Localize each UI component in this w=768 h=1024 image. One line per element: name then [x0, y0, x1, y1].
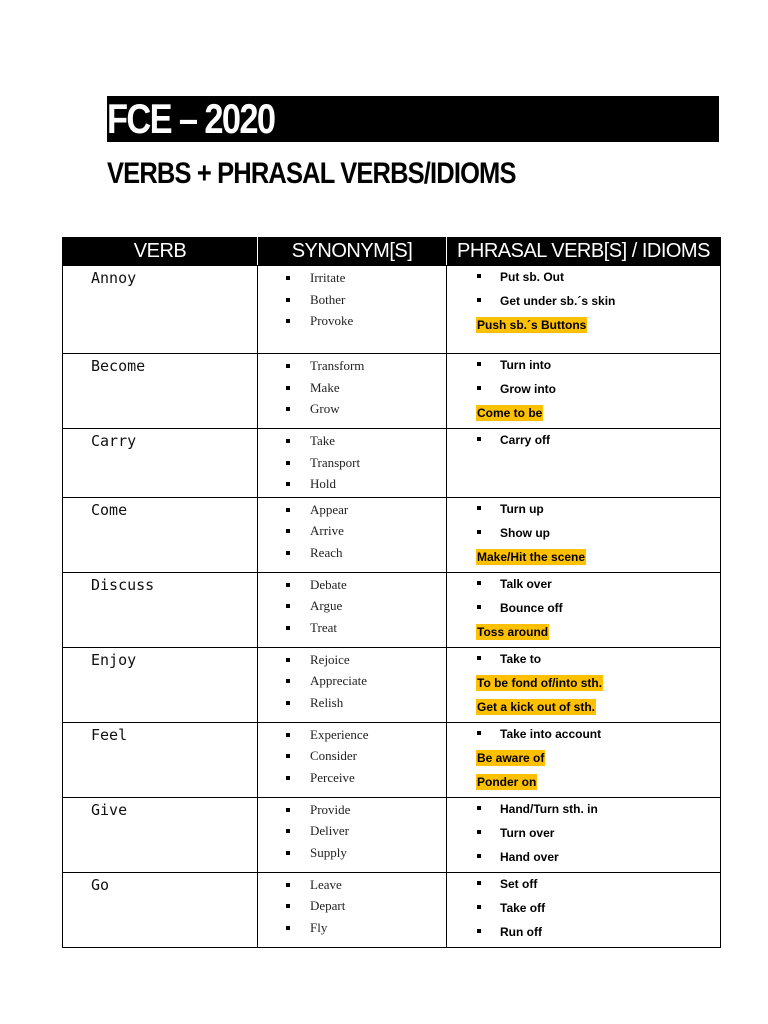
idiom-highlighted-text: Ponder on [477, 774, 537, 789]
verb-cell: Carry [63, 429, 258, 498]
synonyms-cell [258, 354, 447, 429]
synonym-list [258, 723, 446, 791]
phrasal-verb-item: Take off [447, 899, 720, 923]
phrasal-verbs-cell [447, 872, 721, 947]
idiom-highlighted-text: Be aware of [477, 750, 545, 765]
phrasal-list [447, 573, 720, 647]
phrasal-list [447, 648, 720, 722]
phrasal-verbs-cell [447, 647, 721, 722]
synonym-item: Transport [258, 454, 446, 476]
synonym-list [258, 429, 446, 497]
header-synonyms: SYNONYM[S] [258, 238, 447, 266]
table-row [63, 647, 721, 722]
synonym-item: Provoke [258, 312, 446, 334]
synonym-item: Grow [258, 400, 446, 422]
phrasal-verb-item: Set off [447, 875, 720, 899]
page-subtitle: VERBS + PHRASAL VERBS/IDIOMS [107, 157, 516, 190]
phrasal-list [447, 498, 720, 572]
synonym-item: Appear [258, 501, 446, 523]
page-title-text: FCE – 2020 [107, 95, 275, 142]
synonym-list [258, 573, 446, 641]
synonym-item: Debate [258, 576, 446, 598]
synonym-item: Take [258, 432, 446, 454]
phrasal-verbs-cell [447, 572, 721, 647]
phrasal-list [447, 429, 720, 455]
idiom-highlighted-item [447, 698, 720, 722]
synonym-item: Reach [258, 544, 446, 566]
synonyms-cell [258, 797, 447, 872]
verb-cell: Become [63, 354, 258, 429]
verb-cell: Come [63, 497, 258, 572]
phrasal-verb-item: Take to [447, 650, 720, 674]
phrasal-verb-item: Turn up [447, 500, 720, 524]
synonym-item: Fly [258, 919, 446, 941]
phrasal-list [447, 798, 720, 872]
phrasal-verb-item: Run off [447, 923, 720, 947]
phrasal-verb-item: Bounce off [447, 599, 720, 623]
table-row [63, 797, 721, 872]
table-row [63, 497, 721, 572]
vocabulary-table [62, 237, 721, 948]
synonym-item: Experience [258, 726, 446, 748]
synonym-list [258, 354, 446, 422]
verb-cell: Discuss [63, 572, 258, 647]
synonym-item: Deliver [258, 822, 446, 844]
synonym-item: Bother [258, 291, 446, 313]
phrasal-verb-item: Get under sb.´s skin [447, 292, 720, 316]
synonym-item: Leave [258, 876, 446, 898]
phrasal-verbs-cell [447, 722, 721, 797]
table-row [63, 354, 721, 429]
idiom-highlighted-item [447, 316, 720, 340]
synonym-item: Irritate [258, 269, 446, 291]
table-row [63, 572, 721, 647]
synonym-item: Argue [258, 597, 446, 619]
table-body [63, 266, 721, 948]
synonym-list [258, 873, 446, 941]
phrasal-verb-item: Turn over [447, 824, 720, 848]
phrasal-verb-item: Hand/Turn sth. in [447, 800, 720, 824]
idiom-highlighted-text: Get a kick out of sth. [477, 699, 596, 714]
page-title [107, 96, 719, 142]
phrasal-verb-item: Grow into [447, 380, 720, 404]
idiom-highlighted-text: Come to be [477, 406, 543, 420]
idiom-highlighted-item [447, 548, 720, 572]
synonyms-cell [258, 497, 447, 572]
table-row [63, 266, 721, 354]
table-row [63, 429, 721, 498]
idiom-highlighted-text: Make/Hit the scene [477, 549, 586, 564]
idiom-highlighted-text: Toss around [477, 624, 549, 639]
synonym-list [258, 266, 446, 334]
synonym-item: Hold [258, 475, 446, 497]
verb-cell: Go [63, 872, 258, 947]
verb-cell: Give [63, 797, 258, 872]
phrasal-verb-item: Turn into [447, 356, 720, 380]
phrasal-verb-item: Take into account [447, 725, 720, 749]
synonym-item: Arrive [258, 522, 446, 544]
phrasal-verb-item: Talk over [447, 575, 720, 599]
synonyms-cell [258, 572, 447, 647]
verb-cell: Annoy [63, 266, 258, 354]
phrasal-verbs-cell [447, 354, 721, 429]
verb-cell: Enjoy [63, 647, 258, 722]
synonym-list [258, 498, 446, 566]
synonym-item: Appreciate [258, 672, 446, 694]
synonym-item: Relish [258, 694, 446, 716]
synonym-list [258, 798, 446, 866]
table-header-row [63, 238, 721, 266]
idiom-highlighted-item [447, 749, 720, 773]
phrasal-list [447, 873, 720, 947]
idiom-highlighted-item [447, 404, 720, 428]
phrasal-verb-item: Show up [447, 524, 720, 548]
synonyms-cell [258, 722, 447, 797]
phrasal-verb-item: Put sb. Out [447, 268, 720, 292]
table-row [63, 872, 721, 947]
synonyms-cell [258, 872, 447, 947]
synonym-item: Consider [258, 747, 446, 769]
table-row [63, 722, 721, 797]
phrasal-list [447, 266, 720, 340]
synonym-list [258, 648, 446, 716]
idiom-highlighted-text: Push sb.´s Buttons [477, 318, 587, 332]
synonym-item: Perceive [258, 769, 446, 791]
phrasal-list [447, 354, 720, 428]
header-verb: VERB [63, 238, 258, 266]
phrasal-verbs-cell [447, 429, 721, 498]
verb-cell: Feel [63, 722, 258, 797]
phrasal-verbs-cell [447, 497, 721, 572]
idiom-highlighted-item [447, 674, 720, 698]
phrasal-verbs-cell [447, 797, 721, 872]
idiom-highlighted-text: To be fond of/into sth. [477, 675, 603, 690]
synonyms-cell [258, 429, 447, 498]
idiom-highlighted-item [447, 623, 720, 647]
header-phrasal-verbs: PHRASAL VERB[S] / IDIOMS [447, 238, 721, 266]
synonym-item: Transform [258, 357, 446, 379]
synonyms-cell [258, 266, 447, 354]
synonym-item: Make [258, 379, 446, 401]
synonym-item: Treat [258, 619, 446, 641]
phrasal-list [447, 723, 720, 797]
synonym-item: Provide [258, 801, 446, 823]
phrasal-verbs-cell [447, 266, 721, 354]
synonyms-cell [258, 647, 447, 722]
phrasal-verb-item: Hand over [447, 848, 720, 872]
phrasal-verb-item: Carry off [447, 431, 720, 455]
synonym-item: Depart [258, 897, 446, 919]
synonym-item: Supply [258, 844, 446, 866]
idiom-highlighted-item [447, 773, 720, 797]
synonym-item: Rejoice [258, 651, 446, 673]
